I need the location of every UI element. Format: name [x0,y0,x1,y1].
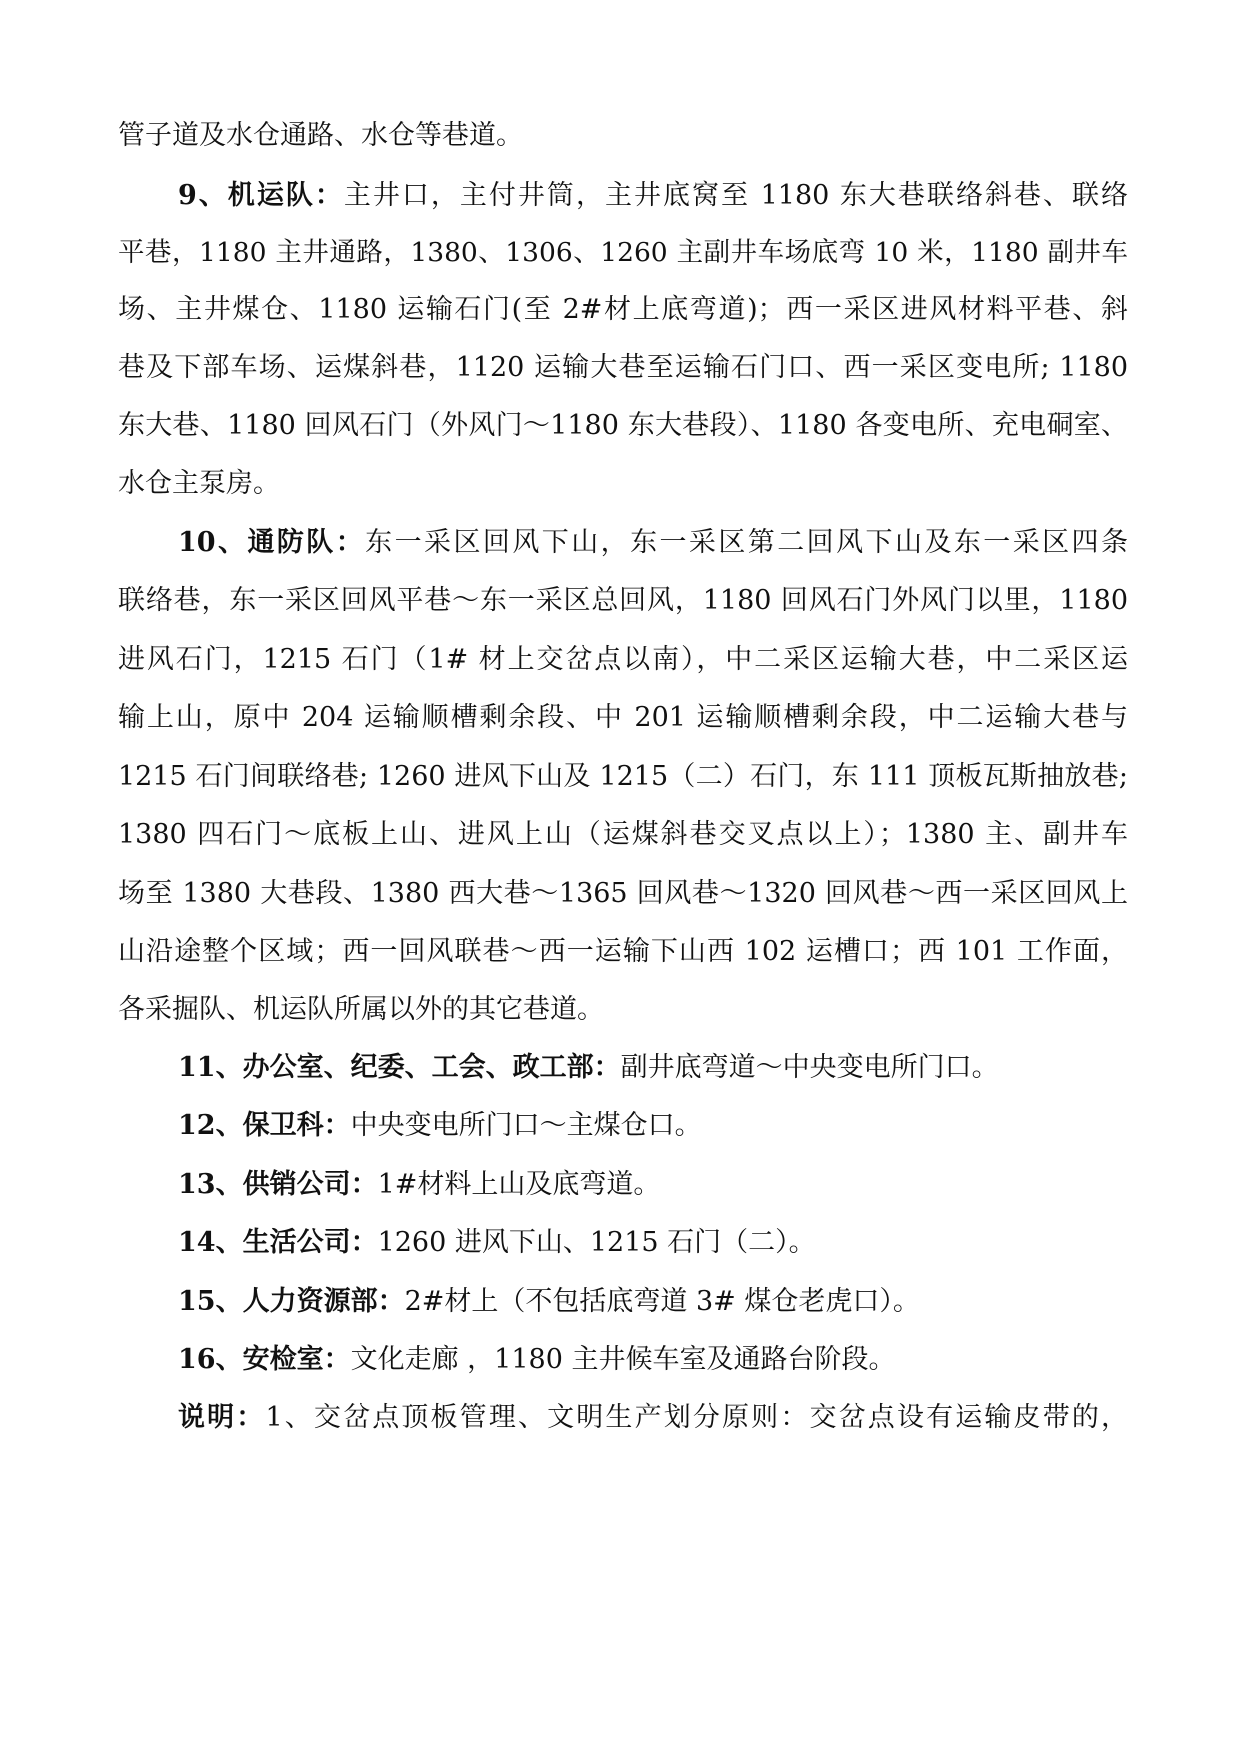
note-first-line: 说明：1、交岔点顶板管理、文明生产划分原则：交岔点设有运输皮带的， [178,1402,1128,1433]
text-line: 输上山，原中 204 运输顺槽剩余段、中 201 运输顺槽剩余段，中二运输大巷与 [118,702,1128,733]
text-line: 1215 石门间联络巷; 1260 进风下山及 1215（二）石门，东 111 顶板瓦斯抽放巷; [118,761,1128,792]
text-line: 联络巷，东一采区回风平巷～东一采区总回风，1180 回风石门外风门以里，1180 [118,585,1128,616]
section-label: 9、机运队： [178,180,344,211]
text-line: 进风石门，1215 石门（1# 材上交岔点以南），中二采区运输大巷，中二采区运 [118,644,1128,675]
section-label: 10、通防队： [178,527,366,558]
text-line: 平巷，1180 主井通路，1380、1306、1260 主副井车场底弯 10 米，1180 副井车 [118,237,1128,268]
text-line: 场至 1380 大巷段、1380 西大巷～1365 回风巷～1320 回风巷～西一采区回风上 [118,878,1128,909]
section-label: 15、人力资源部： [178,1286,405,1317]
section-label: 13、供销公司： [178,1169,378,1200]
note-label: 说明： [178,1402,266,1433]
section-11-line: 11、办公室、纪委、工会、政工部：副井底弯道～中央变电所门口。 [178,1052,999,1083]
section-10-first-line: 10、通防队：东一采区回风下山，东一采区第二回风下山及东一采区四条 [178,527,1128,558]
section-13-line: 13、供销公司：1#材料上山及底弯道。 [178,1169,661,1200]
text-line: 巷及下部车场、运煤斜巷，1120 运输大巷至运输石门口、西一采区变电所; 1180 [118,352,1128,383]
text-line: 场、主井煤仓、1180 运输石门(至 2#材上底弯道)；西一采区进风材料平巷、斜 [118,294,1128,325]
section-label: 16、安检室： [178,1344,351,1375]
text-line: 水仓主泵房。 [118,468,280,499]
text-line: 1380 四石门～底板上山、进风上山（运煤斜巷交叉点以上）；1380 主、副井车 [118,819,1128,850]
text-line: 东大巷、1180 回风石门（外风门～1180 东大巷段）、1180 各变电所、充电硐室、 [118,410,1128,441]
section-9-first-line: 9、机运队：主井口，主付井筒，主井底窝至 1180 东大巷联络斜巷、联络 [178,180,1128,211]
section-14-line: 14、生活公司：1260 进风下山、1215 石门（二）。 [178,1227,816,1258]
section-15-line: 15、人力资源部：2#材上（不包括底弯道 3# 煤仓老虎口）。 [178,1286,920,1317]
section-label: 14、生活公司： [178,1227,378,1258]
section-12-line: 12、保卫科：中央变电所门口～主煤仓口。 [178,1110,702,1141]
section-label: 11、办公室、纪委、工会、政工部： [178,1052,621,1083]
text-line: 山沿途整个区域；西一回风联巷～西一运输下山西 102 运槽口；西 101 工作面， [118,936,1128,967]
text-line: 各采掘队、机运队所属以外的其它巷道。 [118,994,604,1025]
section-label: 12、保卫科： [178,1110,351,1141]
text-line: 管子道及水仓通路、水仓等巷道。 [118,120,523,151]
section-16-line: 16、安检室：文化走廊 ，1180 主井候车室及通路台阶段。 [178,1344,896,1375]
